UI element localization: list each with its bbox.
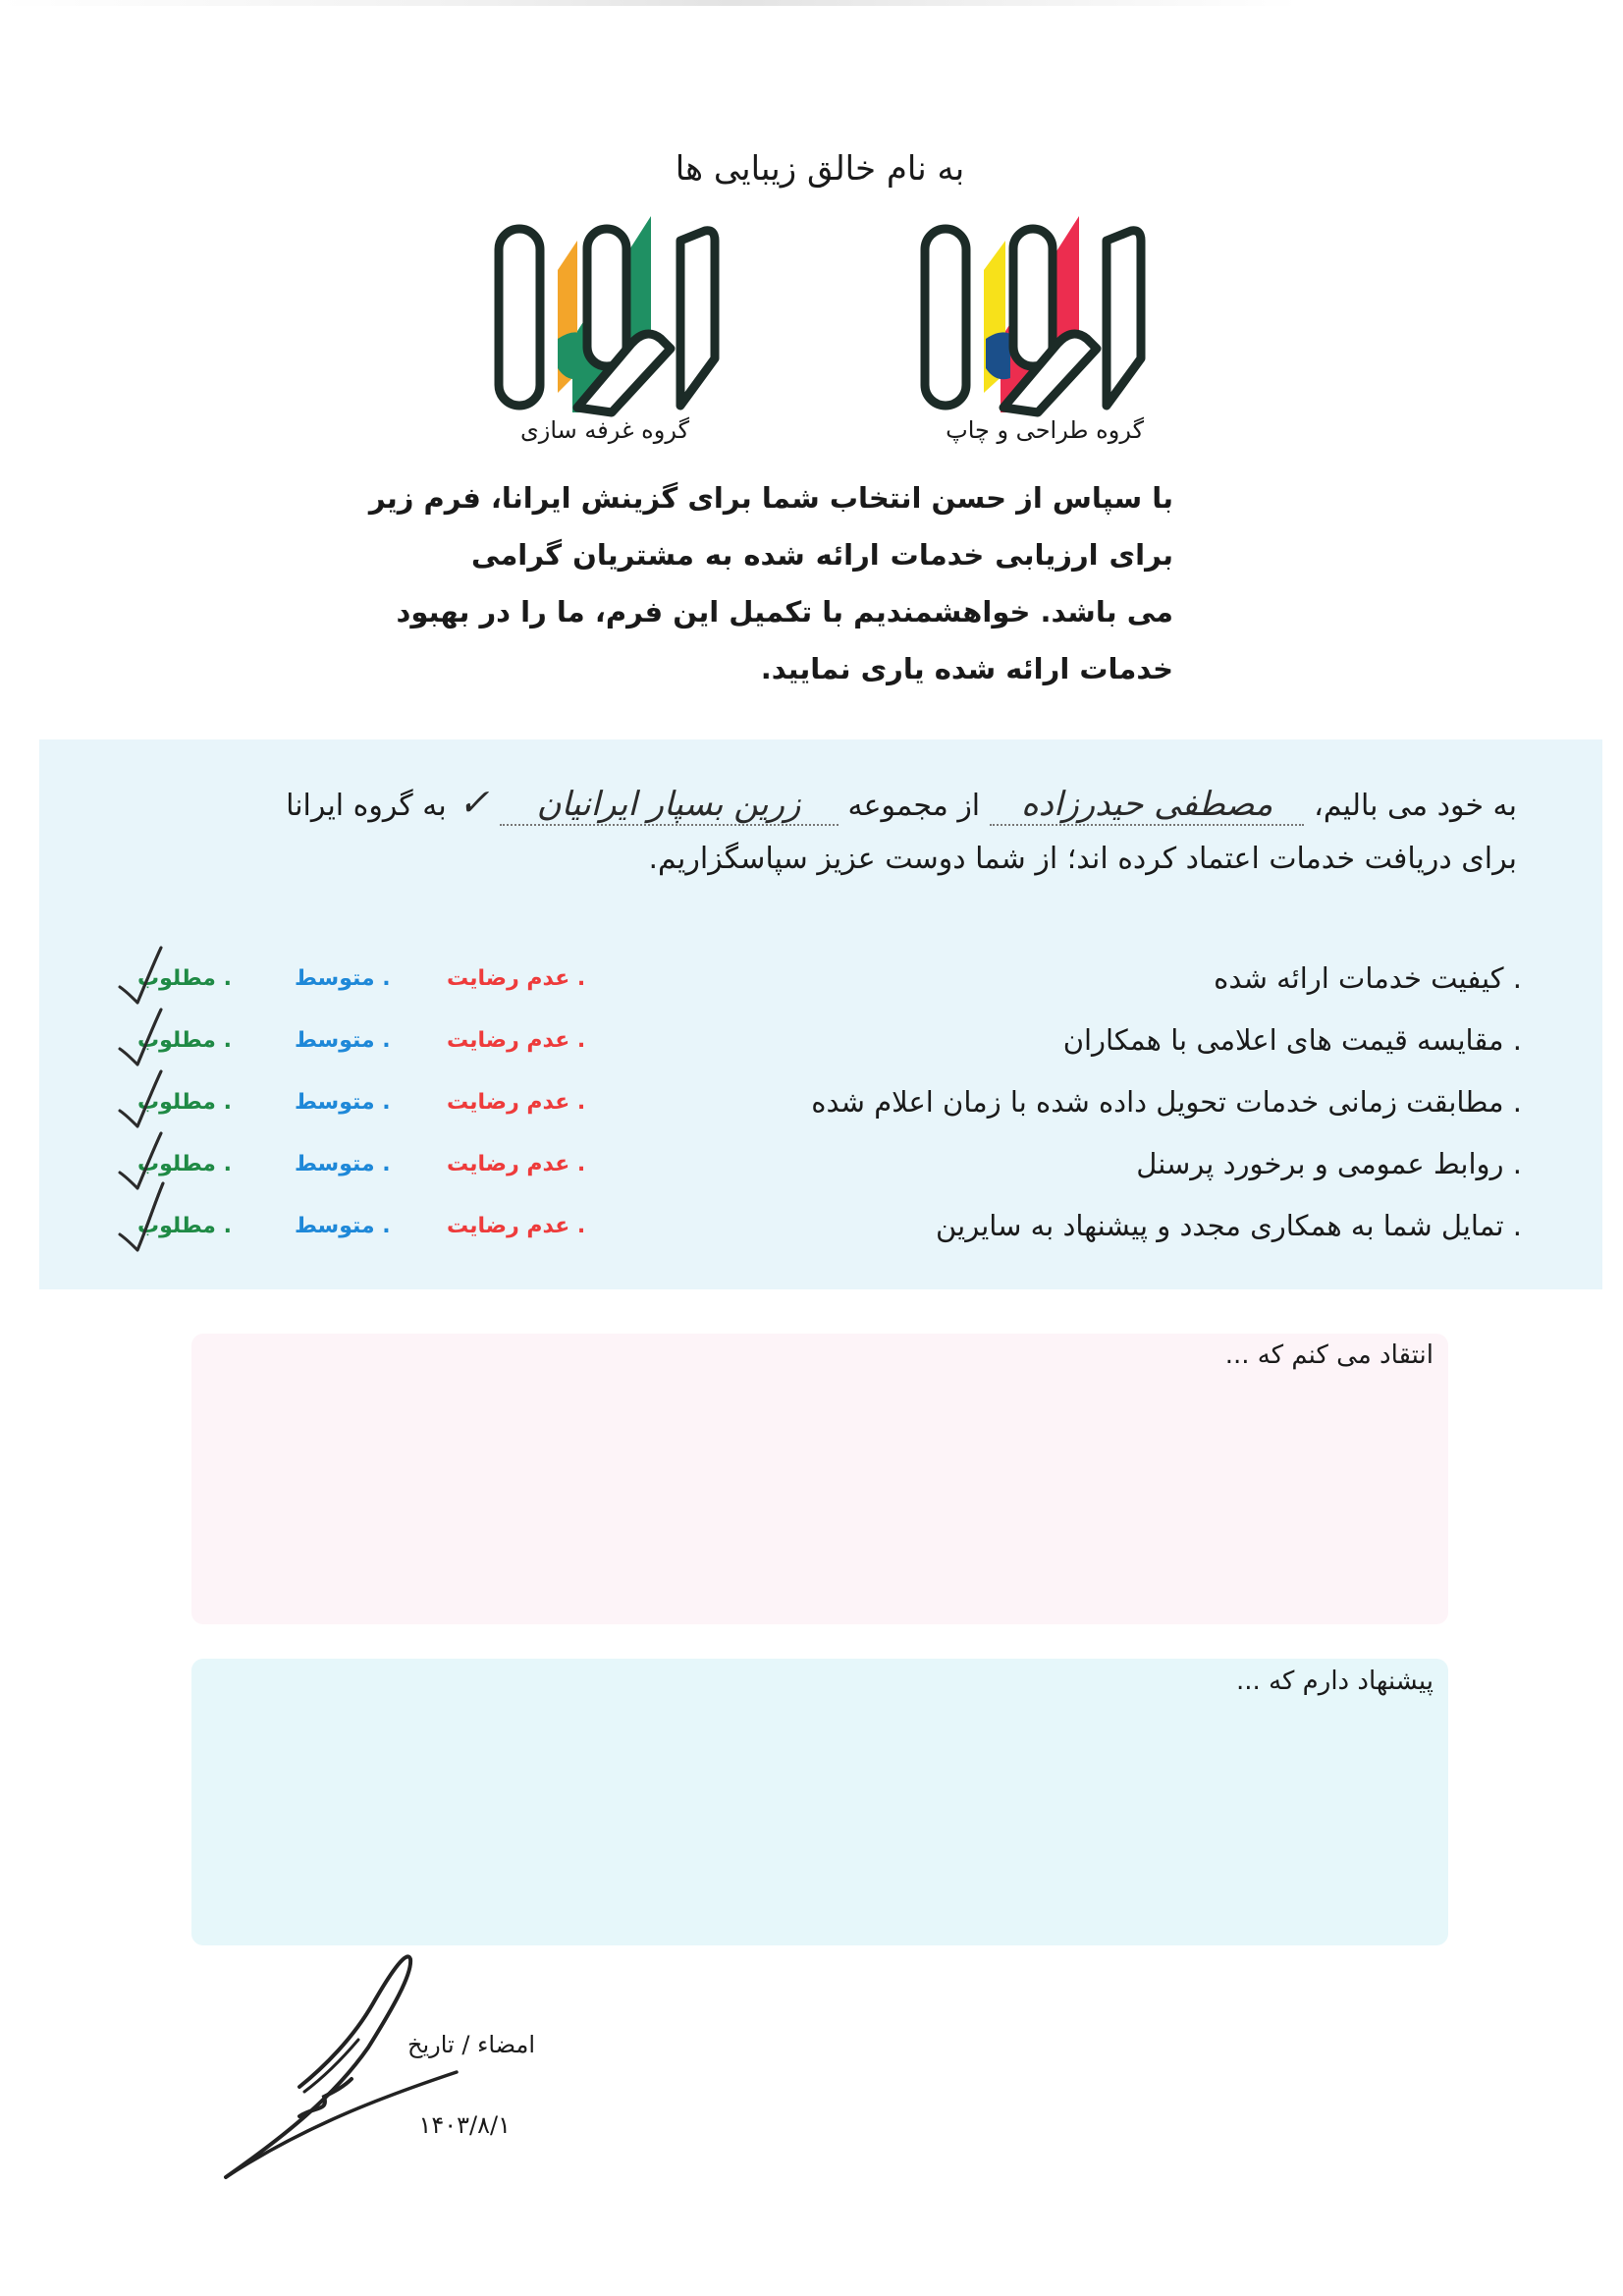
rating-row [108, 1010, 1522, 1071]
handwritten-signature [216, 1949, 471, 2190]
customer-statement-line-1 [128, 774, 1517, 831]
criterion-label: . کیفیت خدمات ارائه شده [1214, 961, 1522, 995]
option-satisfactory[interactable]: . مطلوب [137, 1214, 232, 1238]
criterion-label: . تمایل شما به همکاری مجدد و پیشنهاد به سایرین [936, 1209, 1522, 1242]
intro-line: می باشد. خواهشمندیم با تکمیل این فرم، ما را در بهبود [396, 595, 1173, 629]
irana-booth-logo [484, 211, 730, 417]
customer-name-field[interactable]: مصطفی حیدرزاده [990, 785, 1304, 826]
customer-statement-line-2: برای دریافت خدمات اعتماد کرده اند؛ از شما دوست عزیز سپاسگزاریم. [648, 842, 1517, 876]
option-satisfactory[interactable]: . مطلوب [137, 1152, 232, 1176]
irana-print-logo [907, 211, 1153, 417]
option-average[interactable]: . متوسط [295, 1152, 391, 1176]
statement-suffix: به گروه ایرانا [286, 789, 447, 823]
criticism-label: انتقاد می کنم که ... [1224, 1340, 1434, 1370]
booth-group-caption: گروه غرفه سازی [519, 416, 689, 444]
signature-date-value: ۱۴۰۳/۸/۱ [418, 2111, 511, 2139]
customer-statement [128, 774, 1517, 888]
print-group-caption: گروه طراحی و چاپ [946, 416, 1144, 444]
option-average[interactable]: . متوسط [295, 966, 391, 991]
option-dissatisfied[interactable]: . عدم رضایت [447, 1028, 586, 1053]
rating-row [108, 1195, 1522, 1257]
option-dissatisfied[interactable]: . عدم رضایت [447, 966, 586, 991]
criterion-label: . روابط عمومی و برخورد پرسنل [1136, 1147, 1522, 1180]
intro-paragraph [368, 469, 1173, 697]
handwritten-tick-mark: ✓ [458, 781, 490, 824]
intro-line: خدمات ارائه شده یاری نمایید. [760, 652, 1173, 685]
suggestion-label: پیشنهاد دارم که ... [1236, 1667, 1434, 1696]
option-dissatisfied[interactable]: . عدم رضایت [447, 1214, 586, 1238]
option-dissatisfied[interactable]: . عدم رضایت [447, 1090, 586, 1115]
signature-date-label: امضاء / تاریخ [406, 2031, 535, 2058]
rating-row [108, 1071, 1522, 1133]
statement-prefix: به خود می بالیم، [1314, 789, 1517, 823]
criterion-label: . مقایسه قیمت های اعلامی با همکاران [1062, 1023, 1522, 1057]
rating-row [108, 1133, 1522, 1195]
option-satisfactory[interactable]: . مطلوب [137, 1028, 232, 1053]
option-satisfactory[interactable]: . مطلوب [137, 966, 232, 991]
intro-line: برای ارزیابی خدمات ارائه شده به مشتریان گرامی [471, 538, 1173, 572]
criticism-panel [191, 1334, 1448, 1624]
statement-middle: از مجموعه [847, 789, 981, 823]
logo-blue-panel [986, 332, 1010, 379]
checkmark-icon [108, 1177, 167, 1256]
option-average[interactable]: . متوسط [295, 1090, 391, 1115]
intro-line: با سپاس از حسن انتخاب شما برای گزینش ایرانا، فرم زیر [368, 481, 1173, 515]
criterion-label: . مطابقت زمانی خدمات تحویل داده شده با زمان اعلام شده [811, 1085, 1522, 1119]
option-average[interactable]: . متوسط [295, 1214, 391, 1238]
option-dissatisfied[interactable]: . عدم رضایت [447, 1152, 586, 1176]
page-heading: به نام خالق زیبایی ها [675, 149, 965, 189]
rating-row [108, 948, 1522, 1010]
rating-table [108, 948, 1522, 1257]
scan-edge [0, 0, 1623, 6]
option-satisfactory[interactable]: . مطلوب [137, 1090, 232, 1115]
option-average[interactable]: . متوسط [295, 1028, 391, 1053]
company-name-field[interactable]: زرین بسپار ایرانیان [500, 785, 839, 826]
suggestion-panel [191, 1659, 1448, 1945]
